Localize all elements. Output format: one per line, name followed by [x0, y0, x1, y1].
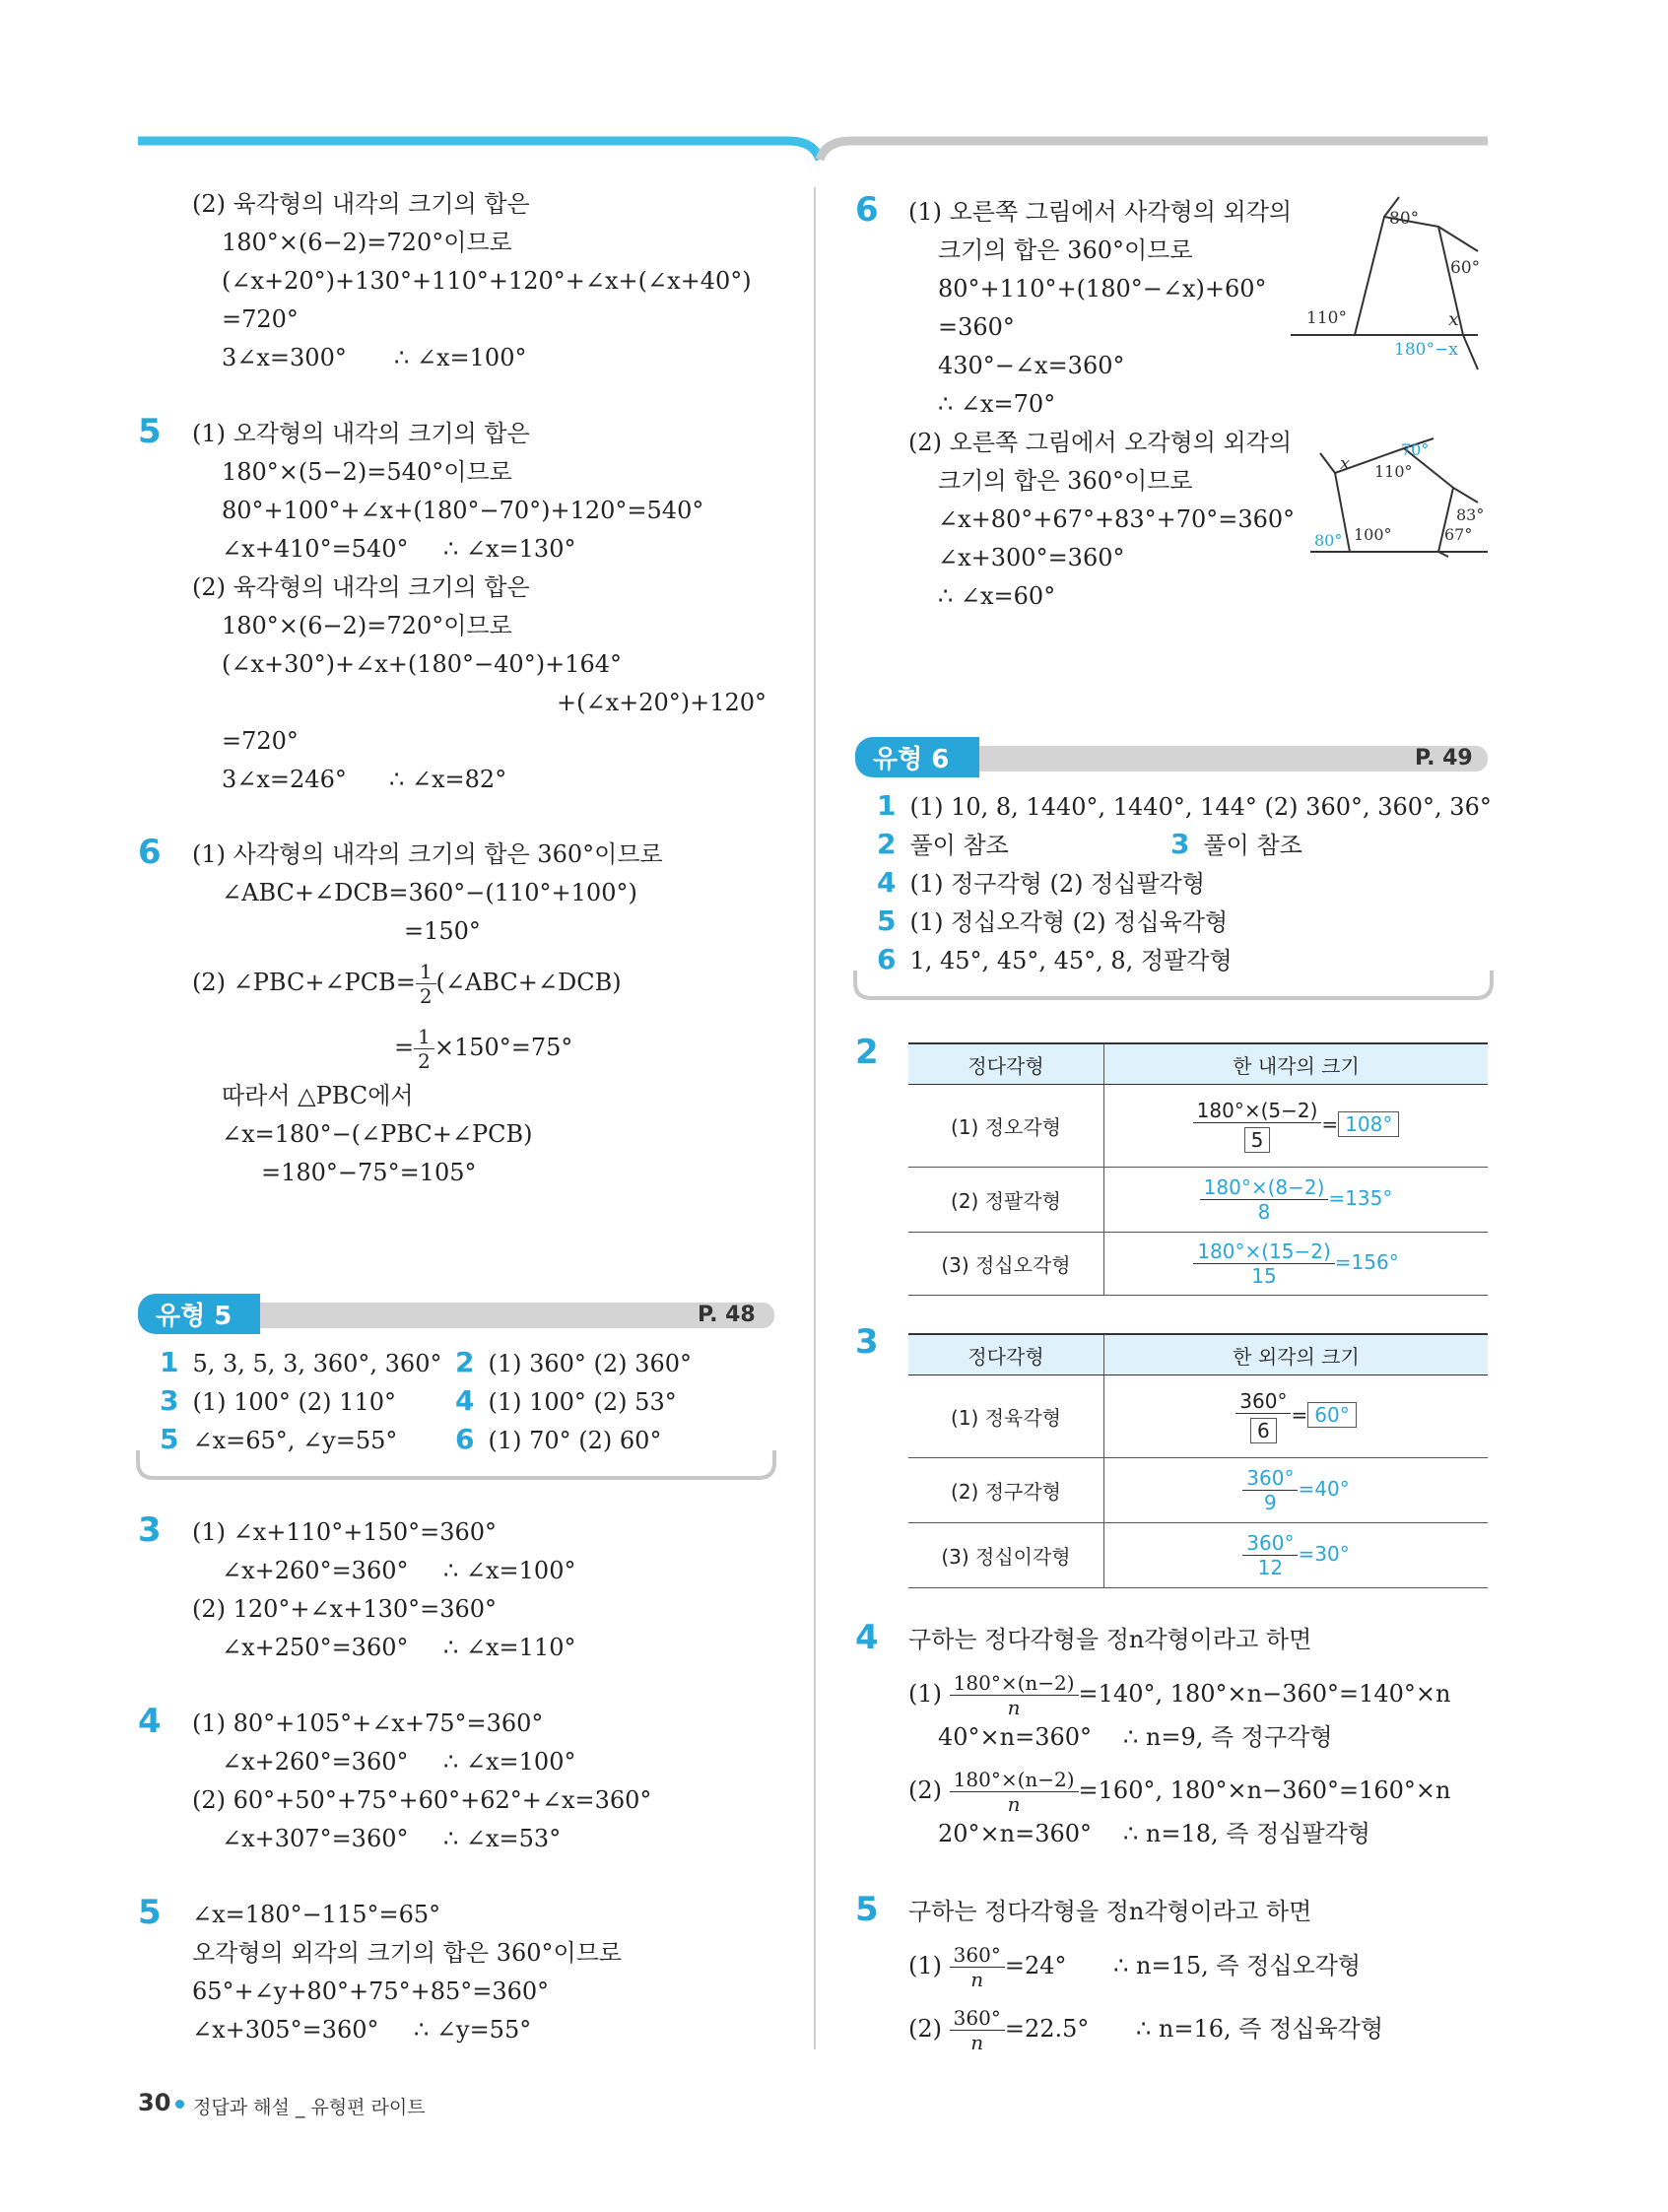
- answer-box-bottom: [136, 1448, 778, 1488]
- text-line: ∴ ∠x=130°: [443, 535, 576, 563]
- answer-number: 6: [455, 1423, 475, 1455]
- fraction-numerator: 180°×(n−2): [950, 1768, 1079, 1792]
- fraction-denominator: 8: [1257, 1200, 1271, 1224]
- text-line: ∠ABC+∠DCB=360°−(110°+100°): [222, 879, 637, 906]
- text-span: ∴ n=16, 즉 정십육각형: [1136, 2015, 1384, 2043]
- answer-text: (1) 100° (2) 110°: [192, 1388, 396, 1416]
- answer-number: 1: [877, 789, 897, 822]
- angle-label: 100°: [1354, 525, 1392, 544]
- fraction: [1242, 1531, 1298, 1579]
- text-line: (1) 사각형의 내각의 크기의 합은 360°이므로: [192, 840, 663, 868]
- text-line: (1) ∠x+110°+150°=360°: [192, 1518, 498, 1546]
- footer-title: 정답과 해설 _ 유형편 라이트: [193, 2097, 426, 2118]
- answer-number: 2: [455, 1346, 475, 1378]
- text-line: [908, 1671, 1451, 1719]
- fraction-denominator: [1193, 1123, 1322, 1153]
- blank-box: 6: [1250, 1418, 1277, 1443]
- text-line: (2) 120°+∠x+130°=360°: [192, 1595, 498, 1623]
- answer-number: 2: [877, 828, 897, 860]
- text-line: ∴ n=9, 즉 정구각형: [1123, 1723, 1333, 1751]
- text-span: (2): [908, 1776, 942, 1804]
- text-line: (∠x+20°)+130°+110°+120°+∠x+(∠x+40°): [222, 267, 752, 295]
- text-line: ∴ ∠x=70°: [938, 390, 1056, 418]
- table-row: [908, 1523, 1488, 1588]
- answer-number: 5: [877, 905, 897, 937]
- text-line: ∠x+260°=360°: [222, 1557, 409, 1584]
- angle-label: 180°−x: [1394, 340, 1458, 360]
- section-page: P. 49: [1415, 746, 1473, 771]
- fraction-denominator: n: [970, 1968, 984, 1991]
- text-line: 180°×(5−2)=540°이므로: [222, 458, 512, 486]
- angle-label: 110°: [1306, 308, 1347, 328]
- angle-label: x: [1448, 308, 1459, 330]
- problem-number: 5: [138, 1893, 162, 1932]
- interior-angle-table: [908, 1042, 1488, 1296]
- text-line: ∠x+300°=360°: [938, 544, 1125, 571]
- angle-label: 80°: [1314, 531, 1343, 550]
- answer-item: [455, 1384, 677, 1419]
- text-line: 80°+110°+(180°−∠x)+60°: [938, 275, 1267, 302]
- table-cell: $\frac{180^\circ\times(5-2)}{5}$ = 108°: [1104, 1085, 1489, 1168]
- text-line: [192, 960, 622, 1008]
- section-label: 유형 5: [138, 1294, 260, 1334]
- text-span: (∠ABC+∠DCB): [435, 969, 622, 996]
- text-line: ∠x+410°=540°: [222, 535, 409, 563]
- fraction: [1193, 1240, 1334, 1288]
- answer-text: (1) 정구각형 (2) 정십팔각형: [909, 870, 1206, 898]
- text-line: [908, 1943, 1361, 1991]
- table-cell: (2) 정팔각형: [908, 1168, 1104, 1233]
- answer-item: [160, 1384, 396, 1419]
- fraction-denominator: n: [1007, 1696, 1021, 1719]
- fraction-denominator: 15: [1251, 1264, 1277, 1288]
- answer-text: 1, 45°, 45°, 45°, 8, 정팔각형: [909, 947, 1233, 974]
- answer-number: 5: [160, 1423, 179, 1455]
- text-span: (1): [908, 1680, 942, 1708]
- fraction: [414, 1025, 434, 1073]
- text-line: =150°: [404, 917, 481, 945]
- problem-number: 6: [855, 190, 879, 230]
- fraction: [1200, 1175, 1329, 1224]
- table-cell: $\frac{360^\circ}{6}$ = 60°: [1104, 1375, 1489, 1458]
- fraction: [416, 960, 436, 1008]
- text-line: +(∠x+20°)+120°: [557, 689, 767, 716]
- angle-label: 110°: [1374, 462, 1413, 481]
- problem-number: 6: [138, 833, 162, 872]
- text-line: 3∠x=246°: [222, 766, 347, 793]
- answer-number: 4: [877, 866, 897, 899]
- text-line: =720°: [222, 305, 299, 333]
- text-line: 430°−∠x=360°: [938, 352, 1125, 379]
- fraction-denominator: n: [1007, 1792, 1021, 1816]
- table-header: 정다각형: [908, 1334, 1104, 1375]
- fraction-denominator: n: [970, 2031, 984, 2054]
- cell-result: =156°: [1334, 1250, 1399, 1274]
- answer-number: 1: [160, 1346, 179, 1378]
- text-span: =160°, 180°×n−360°=160°×n: [1078, 1776, 1451, 1804]
- section-label: 유형 6: [855, 737, 979, 777]
- fraction-numerator: 1: [414, 1025, 434, 1049]
- table-row: [908, 1458, 1488, 1523]
- table-row: [908, 1085, 1488, 1168]
- text-line: (2) 육각형의 내각의 크기의 합은: [192, 190, 530, 218]
- table-cell: [1104, 1458, 1489, 1523]
- problem-number: 4: [855, 1618, 879, 1657]
- table-cell: [1104, 1523, 1489, 1588]
- text-line: ∴ ∠y=55°: [414, 2016, 532, 2044]
- answer-box-bottom: [853, 969, 1496, 1008]
- answer-item: [455, 1346, 692, 1380]
- text-line: ∠x=180°−(∠PBC+∠PCB): [222, 1120, 533, 1148]
- text-line: (2) 육각형의 내각의 크기의 합은: [192, 573, 530, 601]
- text-span: ∴ n=15, 즉 정십오각형: [1113, 1952, 1362, 1979]
- table-row: [908, 1233, 1488, 1296]
- fraction-numerator: 180°×(8−2): [1200, 1175, 1329, 1200]
- answer-item: [160, 1346, 441, 1380]
- angle-label: 83°: [1456, 505, 1485, 524]
- text-line: =180°−75°=105°: [261, 1159, 477, 1186]
- table-header: 한 외각의 크기: [1104, 1334, 1489, 1375]
- blank-box: 5: [1244, 1127, 1271, 1153]
- fraction: [950, 1671, 1079, 1719]
- text-line: ∠x+80°+67°+83°+70°=360°: [938, 505, 1296, 533]
- problem-number: 4: [138, 1702, 162, 1741]
- text-line: (∠x+30°)+∠x+(180°−40°)+164°: [222, 650, 622, 678]
- problem-number: 2: [855, 1033, 879, 1072]
- text-line: 40°×n=360°: [938, 1723, 1093, 1751]
- fraction-numerator: 360°: [950, 1943, 1005, 1968]
- text-line: [908, 2006, 1383, 2054]
- fraction: [950, 1768, 1079, 1816]
- angle-label: 70°: [1401, 440, 1430, 459]
- text-line: ∴ ∠x=82°: [389, 766, 507, 793]
- text-line: ∴ ∠x=100°: [443, 1557, 576, 1584]
- section-bar: [975, 746, 1488, 771]
- text-line: [394, 1025, 572, 1073]
- answer-item: [877, 828, 1009, 862]
- pentagon-figure: [1310, 434, 1488, 562]
- text-span: =: [394, 1034, 415, 1061]
- text-line: (1) 오른쪽 그림에서 사각형의 외각의: [908, 198, 1293, 226]
- table-header: 한 내각의 크기: [1104, 1043, 1489, 1085]
- text-line: 따라서 △PBC에서: [222, 1082, 414, 1109]
- fraction-denominator: 9: [1264, 1491, 1277, 1514]
- text-line: 3∠x=300°: [222, 344, 347, 371]
- text-line: (1) 오각형의 내각의 크기의 합은: [192, 420, 530, 447]
- answer-text: (1) 70° (2) 60°: [488, 1427, 662, 1454]
- answer-item: [1170, 828, 1302, 862]
- table-cell: [1104, 1168, 1489, 1233]
- text-line: ∴ n=18, 즉 정십팔각형: [1123, 1820, 1370, 1847]
- text-line: 크기의 합은 360°이므로: [938, 467, 1193, 495]
- answer-item: [877, 789, 1492, 824]
- angle-label: 80°: [1389, 209, 1420, 229]
- text-line: 80°+100°+∠x+(180°−70°)+120°=540°: [222, 497, 704, 524]
- fraction-denominator: 2: [419, 984, 433, 1008]
- angle-label: 67°: [1444, 525, 1473, 544]
- fraction: [1235, 1389, 1291, 1443]
- table-cell: (1) 정오각형: [908, 1085, 1104, 1168]
- text-line: 65°+∠y+80°+75°+85°=360°: [192, 1977, 550, 2005]
- problem-number: 5: [855, 1890, 879, 1929]
- text-line: (2) 오른쪽 그림에서 오각형의 외각의: [908, 429, 1293, 456]
- text-line: 180°×(6−2)=720°이므로: [222, 229, 512, 256]
- fraction: [1242, 1466, 1298, 1514]
- answer-number: 6: [877, 943, 897, 975]
- text-line: ∠x=180°−115°=65°: [192, 1901, 441, 1928]
- fraction-denominator: 2: [418, 1049, 431, 1073]
- text-span: (2): [908, 2015, 942, 2043]
- text-span: (2) ∠PBC+∠PCB=: [192, 969, 416, 996]
- text-line: ∴ ∠x=100°: [394, 344, 527, 371]
- table-cell: (3) 정십이각형: [908, 1523, 1104, 1588]
- text-line: 180°×(6−2)=720°이므로: [222, 612, 512, 639]
- text-line: ∠x+260°=360°: [222, 1748, 409, 1776]
- answer-text: 풀이 참조: [909, 832, 1009, 859]
- column-divider: [814, 187, 816, 2049]
- text-line: ∴ ∠x=60°: [938, 582, 1056, 610]
- angle-label: 60°: [1450, 258, 1481, 278]
- text-span: =140°, 180°×n−360°=140°×n: [1078, 1680, 1451, 1708]
- table-row: [908, 1375, 1488, 1458]
- cell-result: =135°: [1328, 1186, 1393, 1210]
- problem-number: 3: [855, 1322, 879, 1362]
- fraction: [1193, 1099, 1322, 1153]
- answer-box: 60°: [1307, 1402, 1356, 1428]
- text-line: ∠x+305°=360°: [192, 2016, 379, 2044]
- fraction-numerator: 180°×(n−2): [950, 1671, 1079, 1696]
- problem-number: 5: [138, 412, 162, 451]
- answer-text: 5, 3, 5, 3, 360°, 360°: [192, 1350, 442, 1377]
- answer-text: (1) 100° (2) 53°: [488, 1388, 677, 1416]
- quadrilateral-figure: [1291, 192, 1498, 374]
- fraction: [950, 2006, 1005, 2054]
- table-cell: (3) 정십오각형: [908, 1233, 1104, 1296]
- text-line: (2) 60°+50°+75°+60°+62°+∠x=360°: [192, 1786, 652, 1814]
- answer-item: [877, 866, 1205, 901]
- page-number: 30: [138, 2089, 171, 2116]
- text-line: ∠x+307°=360°: [222, 1825, 409, 1852]
- text-line: 구하는 정다각형을 정n각형이라고 하면: [908, 1898, 1312, 1925]
- problem-number: 3: [138, 1510, 162, 1550]
- fraction-numerator: 180°×(5−2): [1193, 1099, 1322, 1123]
- fraction-numerator: 360°: [1235, 1389, 1291, 1414]
- text-span: =24°: [1004, 1952, 1067, 1979]
- text-line: 오각형의 외각의 크기의 합은 360°이므로: [192, 1939, 623, 1967]
- exterior-angle-table: [908, 1333, 1488, 1588]
- text-span: =22.5°: [1004, 2015, 1090, 2043]
- fraction: [950, 1943, 1005, 1991]
- fraction-numerator: 1: [416, 960, 436, 984]
- text-line: 20°×n=360°: [938, 1820, 1093, 1847]
- answer-number: 3: [1170, 828, 1190, 860]
- table-cell: (2) 정구각형: [908, 1458, 1104, 1523]
- cell-result: =40°: [1298, 1477, 1350, 1501]
- answer-number: 4: [455, 1384, 475, 1417]
- text-line: [908, 1768, 1451, 1816]
- text-line: =360°: [938, 313, 1015, 341]
- text-span: ×150°=75°: [434, 1034, 573, 1061]
- table-row: [908, 1168, 1488, 1233]
- cell-result: =30°: [1298, 1542, 1350, 1566]
- answer-text: (1) 360° (2) 360°: [488, 1350, 692, 1377]
- answer-text: (1) 10, 8, 1440°, 1440°, 144° (2) 360°, 360°, 36°: [909, 793, 1492, 821]
- section-page: P. 48: [698, 1303, 756, 1327]
- bullet-dot-icon: [175, 2100, 184, 2109]
- fraction-numerator: 360°: [1242, 1466, 1298, 1491]
- text-line: ∴ ∠x=100°: [443, 1748, 576, 1776]
- answer-text: 풀이 참조: [1203, 832, 1302, 859]
- answer-box: 108°: [1338, 1111, 1399, 1137]
- answer-text: ∠x=65°, ∠y=55°: [192, 1427, 398, 1454]
- text-span: (1): [908, 1952, 942, 1979]
- table-header: 정다각형: [908, 1043, 1104, 1085]
- answer-text: (1) 정십오각형 (2) 정십육각형: [909, 908, 1229, 936]
- text-line: =720°: [222, 727, 299, 755]
- text-line: 구하는 정다각형을 정n각형이라고 하면: [908, 1626, 1312, 1653]
- text-line: ∴ ∠x=53°: [443, 1825, 562, 1852]
- header-bar: [0, 0, 1668, 172]
- angle-label: x: [1340, 453, 1351, 474]
- answer-number: 3: [160, 1384, 179, 1417]
- fraction-numerator: 360°: [950, 2006, 1005, 2031]
- fraction-numerator: 180°×(15−2): [1193, 1240, 1334, 1264]
- text-line: ∠x+250°=360°: [222, 1634, 409, 1661]
- table-cell: [1104, 1233, 1489, 1296]
- answer-item: [877, 905, 1228, 939]
- table-cell: (1) 정육각형: [908, 1375, 1104, 1458]
- fraction-denominator: 12: [1257, 1556, 1284, 1579]
- text-line: ∴ ∠x=110°: [443, 1634, 576, 1661]
- fraction-denominator: [1235, 1414, 1291, 1443]
- text-line: 크기의 합은 360°이므로: [938, 236, 1193, 264]
- fraction-numerator: 360°: [1242, 1531, 1298, 1556]
- text-line: (1) 80°+105°+∠x+75°=360°: [192, 1709, 544, 1737]
